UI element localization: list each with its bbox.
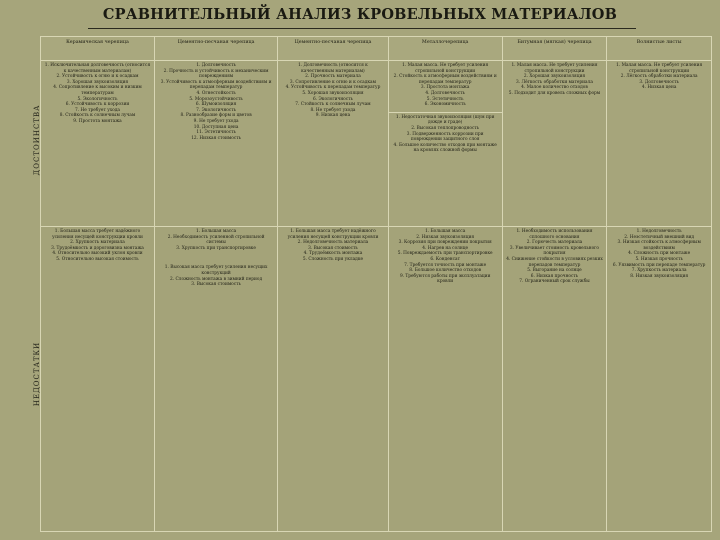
- list-item: 4. Низкая цена: [641, 85, 677, 91]
- list-item: 6. Устойчивость к коррозии: [65, 102, 130, 108]
- list-item: 2. Прочность материала: [305, 74, 361, 80]
- disadvantages-cell: [502, 227, 607, 532]
- list-item: 3. Увеличивает стоимость кровельного покрытия: [509, 245, 600, 257]
- list-item: 5. Низкая прочность: [635, 256, 683, 262]
- list-item: 2. Сложность монтажа в зимний период: [170, 276, 263, 282]
- slide-title: СРАВНИТЕЛЬНЫЙ АНАЛИЗ КРОВЕЛЬНЫХ МАТЕРИАЛОВ: [102, 6, 618, 23]
- list-item: 1. Малая масса. Не требует усиления стропильной конструкции: [511, 63, 598, 74]
- list-item: 3. Сопротивление к огню и к осадкам: [289, 79, 376, 85]
- advantages-row: [41, 61, 712, 227]
- list-item: 3. Лёгкость обработки материала: [516, 79, 593, 85]
- list-item: 8. Низкая звукоизоляция: [630, 273, 689, 279]
- list-item: 1. Большая масса: [425, 229, 466, 234]
- disadvantages-cell: [607, 227, 712, 532]
- header-row: [41, 37, 712, 61]
- list-item: 4. Относительно высокий уклон кровли: [52, 251, 143, 257]
- list-item: 1. Большая масса: [195, 229, 237, 234]
- list-item: 3. Устойчивость к атмосферным воздействиям и перепадам температур: [160, 79, 272, 91]
- list-item: 2. Стойкость к атмосферным воздействиям и перепадам температур: [393, 74, 497, 85]
- list-item: 4. Трудоёмкость монтажа: [303, 251, 363, 257]
- list-item: 4. Нагрев на солнце: [422, 245, 469, 251]
- list-item: 1. Недолговечность: [636, 229, 682, 234]
- list-item: 3. Трудоёмкость и дороговизна монтажа: [51, 245, 144, 251]
- list-item: 5. Сложность при укладке: [302, 256, 364, 262]
- advantages-extra-block: [392, 115, 499, 154]
- list-item: 5. Выгорание на солнце: [527, 268, 582, 274]
- list-item: 6. Конденсат: [430, 256, 460, 262]
- advantages-cell: [502, 61, 607, 227]
- disadvantages-block: [158, 229, 274, 251]
- disadvantages-row: [41, 227, 712, 532]
- list-item: 8. Не требует ухода: [310, 107, 356, 113]
- list-item: 5. Относительно высокая стоимость: [56, 256, 139, 262]
- list-item: 3. Хорошая звукоизоляция: [66, 79, 129, 85]
- disadvantages-extra-block: [158, 265, 274, 287]
- list-item: 7. Ограниченный срок службы: [519, 279, 590, 285]
- list-item: 4. Огнестойкость: [196, 90, 236, 96]
- advantages-cell: [607, 61, 712, 227]
- list-item: 5. Эстетичность: [426, 96, 464, 102]
- list-item: 9. Низкая цена: [315, 113, 351, 119]
- list-item: 4. Сложность при монтаже: [628, 251, 691, 257]
- column-header: Цементно-песчаная черепица: [278, 37, 388, 61]
- disadvantages-row-label: НЕДОСТАТКИ: [33, 341, 41, 407]
- list-item: 8. Разнообразие форм и цветов: [180, 113, 252, 119]
- list-item: 3. Коррозия при повреждении покрытия: [398, 240, 492, 246]
- list-item: 7. Не требует ухода: [75, 107, 120, 113]
- comparison-table: [40, 36, 712, 532]
- list-item: 5. Повреждаемость при транспортировке: [397, 251, 493, 257]
- list-item: 8. Большое количество отходов: [409, 268, 482, 274]
- list-item: 6. Экологичность: [313, 96, 353, 102]
- list-item: 2. Устойчивость к огню и к осадкам: [56, 74, 139, 80]
- list-item: 3. Долговечность: [639, 79, 679, 85]
- list-item: 8. Стойкость к солнечным лучам: [59, 113, 136, 119]
- list-item: 2. Хрупкость материала: [70, 240, 125, 246]
- advantages-cell: [154, 61, 277, 227]
- list-item: 5. Экологичность: [77, 96, 118, 102]
- list-item: 3. Простота монтажа: [420, 85, 470, 91]
- list-item: 1. Малая масса. Не требует усиления стропильной конструкции: [616, 63, 703, 74]
- column-header: Керамическая черепица: [41, 37, 155, 61]
- advantages-cell: [278, 61, 388, 227]
- list-item: 4. Малое количество отходов: [521, 85, 588, 91]
- list-item: 1. Большая масса требует надёжного усиления несущей конструкции кровли: [287, 229, 379, 240]
- list-item: 2. Горючесть материала: [526, 240, 583, 246]
- list-item: 3. Низкая стойкость к атмосферным воздействиям: [617, 240, 701, 251]
- list-item: 3. Подверженность коррозии при повреждении защитного слоя: [406, 131, 484, 143]
- list-item: 4. Большое количество отходов при монтаже на кровлях сложной формы: [393, 142, 497, 154]
- list-item: 7. Хрупкость материала: [631, 268, 687, 274]
- advantages-cell: [41, 61, 155, 227]
- list-item: 2. Низкая звукоизоляция: [416, 234, 475, 240]
- column-header: Волнистые листы: [607, 37, 712, 61]
- column-header: Цементно-песчаная черепица: [154, 37, 277, 61]
- list-item: 4. Долговечность: [425, 90, 465, 96]
- list-item: 9. Не требует ухода: [193, 118, 239, 124]
- list-item: 2. Необходимость усиленной стропильной системы: [167, 234, 265, 246]
- list-item: 2. Лёгкость обработки материала: [620, 74, 698, 80]
- list-item: 3. Высокая стоимость: [308, 245, 358, 251]
- column-header: Металлочерепица: [388, 37, 502, 61]
- list-item: 6. Экономичность: [424, 102, 466, 108]
- list-item: 9. Простота монтажа: [73, 118, 122, 124]
- list-item: 1. Большая масса требует надёжного усиления несущей конструкции кровли: [52, 229, 143, 240]
- list-item: 7. Экологичность: [196, 107, 237, 113]
- list-item: 1. Недостаточная звукоизоляция (шум при дожде и граде): [395, 114, 495, 126]
- list-item: 2. Прочность и устойчивость к механическим повреждениям: [163, 68, 269, 80]
- list-item: 3. Хрупкость при транспортировке: [176, 245, 256, 251]
- list-item: 1. Долговечность: [196, 63, 236, 68]
- list-item: 5. Морозоустойчивость: [189, 96, 243, 102]
- list-item: 5. Подходит для кровель сложных форм: [508, 90, 601, 96]
- list-item: 1. Высокая масса требует усиления несущих конструкций: [164, 265, 268, 276]
- list-item: 4. Снижение стойкости в условиях резких перепадов температур: [506, 256, 603, 268]
- disadvantages-cell: [154, 227, 277, 532]
- list-item: 2. Неэстетичный внешний вид: [624, 234, 695, 240]
- list-item: 12. Низкая стоимость: [191, 135, 241, 141]
- advantages-block: [389, 63, 502, 113]
- disadvantages-cell: [41, 227, 155, 532]
- list-item: 1. Исключительная долговечность (относится к качественным материалам): [44, 63, 151, 74]
- list-item: 6. Уязвимость при перепаде температур: [612, 262, 706, 268]
- title-underline: [88, 28, 636, 29]
- advantages-row-label: ДОСТОИНСТВА: [33, 104, 41, 176]
- list-item: 4. Сопротивление к высоким и низким температурам: [53, 85, 142, 96]
- list-item: 5. Хорошая звукоизоляция: [302, 90, 364, 96]
- list-item: 7. Требуется точность при монтаже: [404, 262, 487, 268]
- disadvantages-cell: [278, 227, 388, 532]
- list-item: 7. Стойкость к солнечным лучам: [295, 102, 371, 108]
- list-item: 1. Малая масса. Не требует усиления стропильной конструкции: [402, 63, 489, 74]
- list-item: 2. Высокая теплопроводность: [411, 125, 480, 131]
- list-item: 1. Необходимость использования сплошного основания: [516, 229, 593, 240]
- list-item: 11. Эстетичность: [196, 130, 236, 136]
- list-item: 3. Высокая стоимость: [191, 282, 241, 288]
- list-item: 1. Долговечность (относится к качественным материалам): [298, 63, 368, 74]
- disadvantages-cell: [388, 227, 502, 532]
- list-item: 10. Доступная цена: [193, 124, 239, 130]
- column-header: Битумная (мягкая) черепица: [502, 37, 607, 61]
- advantages-cell: [388, 61, 502, 227]
- list-item: 4. Устойчивость к перепадам температур: [285, 85, 381, 91]
- list-item: 9. Требуются работы при эксплуатации кровли: [399, 273, 491, 285]
- list-item: 6. Низкая прочность: [530, 273, 579, 279]
- list-item: 6. Шумоизоляция: [195, 102, 237, 108]
- list-item: 2. Недолговечность материала: [297, 240, 369, 246]
- list-item: 2. Хорошая звукоизоляция: [523, 74, 586, 80]
